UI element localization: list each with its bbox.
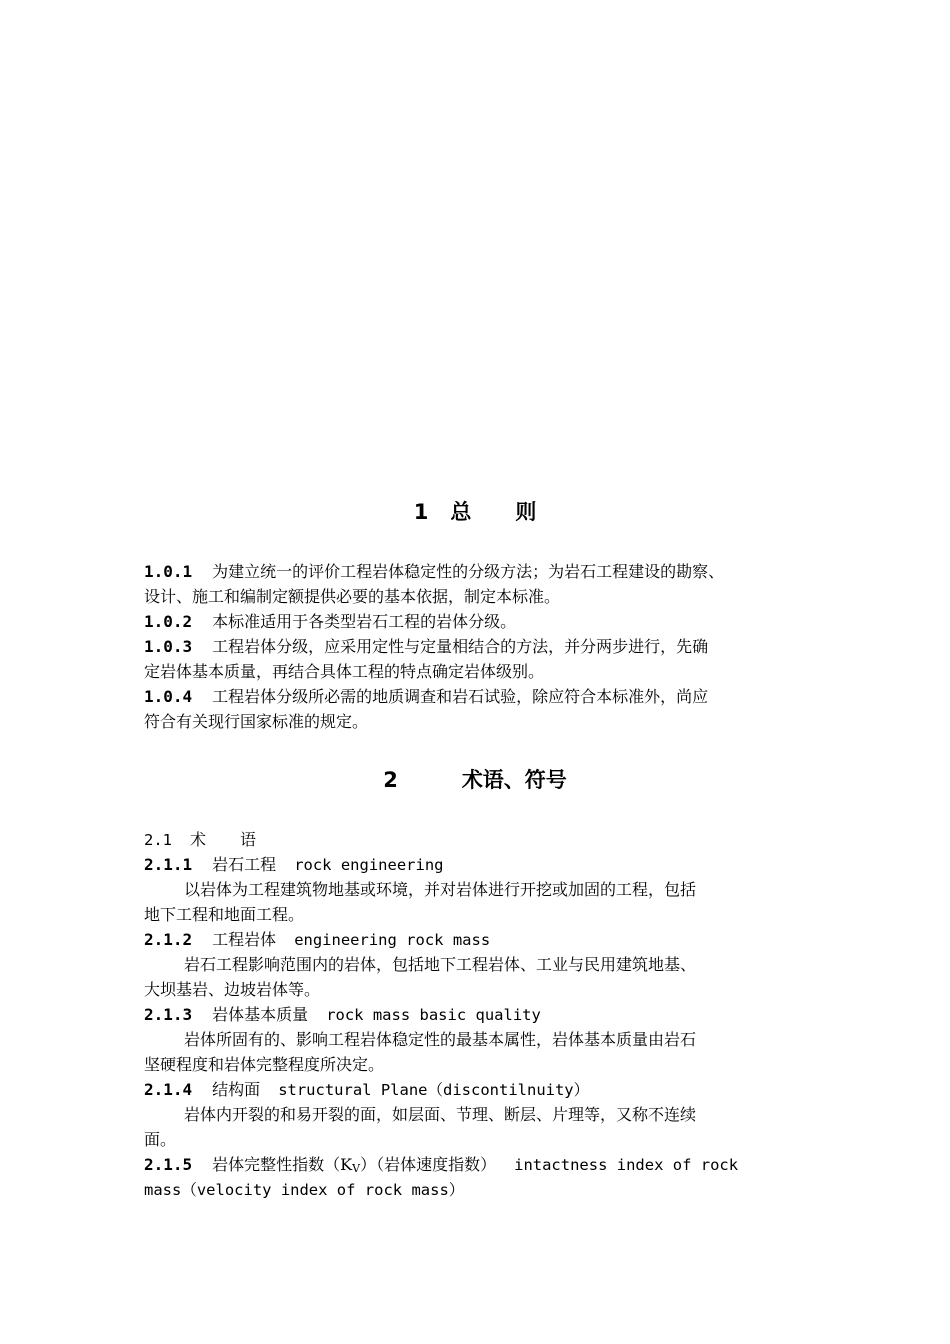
term-english: rock engineering <box>294 856 444 874</box>
term-heading <box>144 1152 824 1177</box>
clause-number: 1.0.4 <box>144 687 193 706</box>
section-number: 2 <box>383 768 398 792</box>
term-number: 2.1.2 <box>144 930 193 949</box>
clause-line <box>144 609 824 634</box>
term-heading <box>144 1002 824 1027</box>
clause-number: 1.0.1 <box>144 562 193 581</box>
clause-line <box>144 709 824 734</box>
clause-line <box>144 684 824 709</box>
section-2-heading <box>0 766 950 794</box>
section-title: 术语、符号 <box>461 768 567 792</box>
term-definition: 岩体所固有的、影响工程岩体稳定性的最基本属性，岩体基本质量由岩石 <box>184 1030 697 1049</box>
term-definition: 岩石工程影响范围内的岩体，包括地下工程岩体、工业与民用建筑地基、 <box>184 955 697 974</box>
clause-text: 本标准适用于各类型岩石工程的岩体分级。 <box>212 612 517 631</box>
term-subscript: V <box>352 1162 361 1175</box>
clause-text: 设计、施工和编制定额提供必要的基本依据，制定本标准。 <box>144 587 561 606</box>
term-english: structural Plane（discontilnuity） <box>278 1081 590 1099</box>
term-chinese: 岩体基本质量 <box>212 1005 309 1024</box>
term-english: rock mass basic quality <box>326 1006 541 1024</box>
term-english: mass（velocity index of rock mass） <box>144 1181 465 1199</box>
clause-number: 1.0.2 <box>144 612 193 631</box>
term-english: engineering rock mass <box>294 931 491 949</box>
subsection-number: 2.1 <box>144 831 172 849</box>
subsection-title-part: 术 <box>190 830 207 849</box>
section-1-body <box>144 559 824 734</box>
section-title-part: 则 <box>515 500 537 524</box>
term-definition: 面。 <box>144 1130 177 1149</box>
clause-line <box>144 634 824 659</box>
clause-text: 工程岩体分级所必需的地质调查和岩石试验，除应符合本标准外，尚应 <box>212 687 709 706</box>
term-chinese: 结构面 <box>212 1080 261 1099</box>
term-english: intactness index of rock <box>514 1156 739 1174</box>
term-number: 2.1.5 <box>144 1155 193 1174</box>
term-number: 2.1.1 <box>144 855 193 874</box>
term-heading <box>144 1077 824 1102</box>
subsection-title-part: 语 <box>240 830 257 849</box>
term-definition: 岩体内开裂的和易开裂的面，如层面、节理、断层、片理等，又称不连续 <box>184 1105 697 1124</box>
term-number: 2.1.3 <box>144 1005 193 1024</box>
clause-text: 符合有关现行国家标准的规定。 <box>144 712 369 731</box>
term-english-continuation <box>144 1177 824 1202</box>
clause-number: 1.0.3 <box>144 637 193 656</box>
term-heading <box>144 852 824 877</box>
term-definition: 大坝基岩、边坡岩体等。 <box>144 980 321 999</box>
term-definition: 以岩体为工程建筑物地基或环境，并对岩体进行开挖或加固的工程，包括 <box>184 880 697 899</box>
clause-line <box>144 559 824 584</box>
term-chinese: ）（岩体速度指数） <box>360 1155 497 1174</box>
section-2-body <box>144 827 824 1202</box>
term-definition: 坚硬程度和岩体完整程度所决定。 <box>144 1055 385 1074</box>
term-number: 2.1.4 <box>144 1080 193 1099</box>
term-chinese: 岩石工程 <box>212 855 277 874</box>
term-chinese: 工程岩体 <box>212 930 277 949</box>
term-definition: 地下工程和地面工程。 <box>144 905 305 924</box>
term-chinese: 岩体完整性指数（K <box>212 1155 353 1174</box>
section-1-heading <box>0 498 950 526</box>
clause-line <box>144 659 824 684</box>
subsection-heading <box>144 827 824 852</box>
clause-line <box>144 584 824 609</box>
section-number: 1 <box>413 500 429 524</box>
term-heading <box>144 927 824 952</box>
section-title-part: 总 <box>450 500 472 524</box>
clause-text: 定岩体基本质量，再结合具体工程的特点确定岩体级别。 <box>144 662 545 681</box>
clause-text: 为建立统一的评价工程岩体稳定性的分级方法；为岩石工程建设的勘察、 <box>212 562 725 581</box>
clause-text: 工程岩体分级，应采用定性与定量相结合的方法，并分两步进行，先确 <box>212 637 709 656</box>
